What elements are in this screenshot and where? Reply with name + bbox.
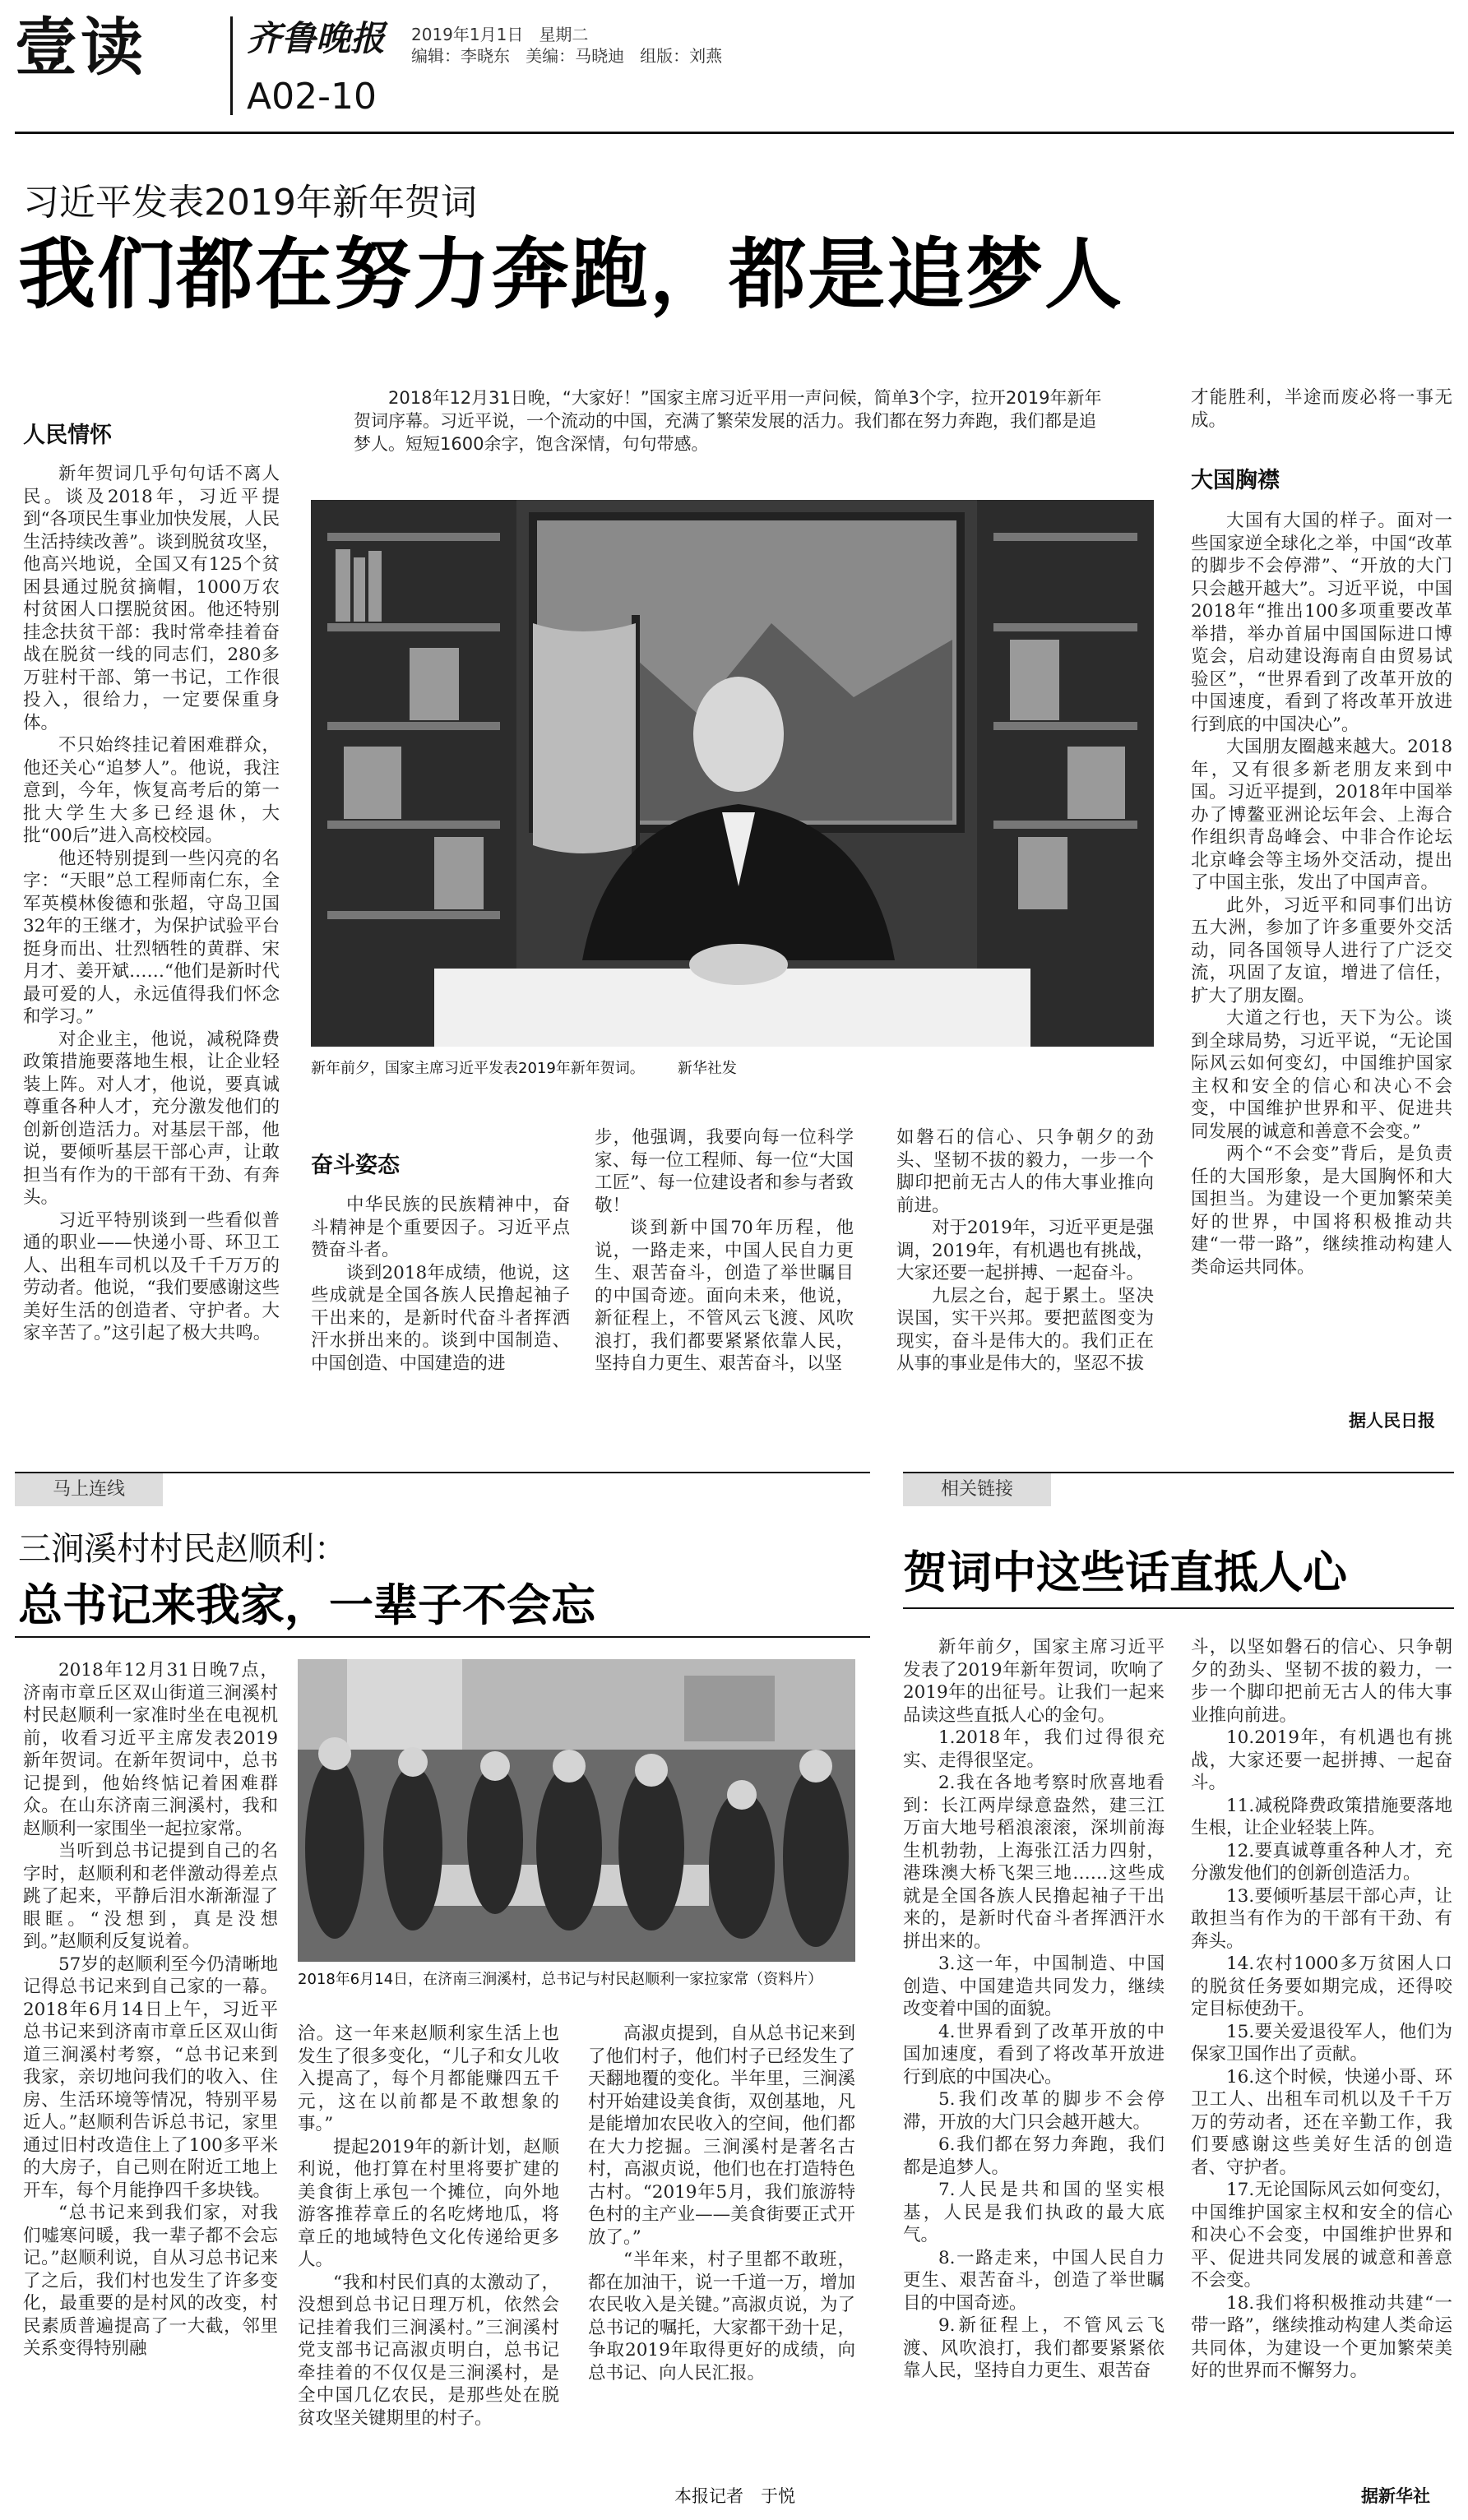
story3-head-rule <box>903 1607 1454 1609</box>
issue-info <box>411 21 588 45</box>
paragraph: 当听到总书记提到自己的名字时，赵顺利和老伴激动得差点跳了起来，平静后泪水渐渐湿了眼眶。“没想到，真是没想到。”赵顺利反复说着。 <box>23 1841 278 1952</box>
proof: 组版：刘燕 <box>640 46 723 66</box>
paragraph: “半年来，村子里都不敢班，都在加油干，说一千道一万，增加农民收入是关键。”高淑贞说，为了总书记的嘱托，大家都干劲十足，争取2019年取得更好的成绩，向总书记、向人民汇报。 <box>588 2250 855 2384</box>
paragraph: 对于2019年，习近平更是强调，2019年，有机遇也有挑战，大家还要一起拼搏、一起奋斗。 <box>896 1218 1154 1283</box>
story2-kicker: 三涧溪村村民赵顺利： <box>18 1530 347 1568</box>
paragraph: 新年贺词几乎句句话不离人民。谈及2018年，习近平提到“各项民生事业加快发展，人民生活持续改善”。谈到脱贫攻坚，他高兴地说，全国又有125个贫困县通过脱贫摘帽，1000万农村贫困人口摆脱贫困。他还特别挂念扶贫干部：我时常牵挂着奋战在脱贫一线的同志们，280多万驻村干部、第一书记，工作很投入，很给力，一定要保重身体。 <box>23 464 280 733</box>
paragraph: 如磐石的信心、只争朝夕的劲头、坚韧不拔的毅力，一步一个脚印把前无古人的伟大事业推向前进。 <box>896 1127 1154 1216</box>
artist: 美编：马晓迪 <box>526 46 625 66</box>
paragraph: 对企业主，他说，减税降费政策措施要落地生根，让企业轻装上阵。对人才，他说，要真诚尊重各种人才，充分激发他们的创新创造活力。对基层干部，他说，要倾听基层干部心声，让敢担当有作为的干部有干劲、有奔头。 <box>23 1029 280 1208</box>
paragraph: 4.世界看到了改革开放的中国加速度，看到了将改革开放进行到底的中国决心。 <box>903 2021 1165 2088</box>
right-column <box>1191 510 1452 1278</box>
lead-source: 据人民日报 <box>1349 1411 1435 1431</box>
story2-col-3 <box>588 2023 855 2384</box>
paragraph: 10.2019年，有机遇也有挑战，大家还要一起拼搏、一起奋斗。 <box>1191 1727 1452 1793</box>
paragraph: 才能胜利，半途而废必将一事无成。 <box>1191 387 1452 431</box>
masthead-divider <box>230 16 233 115</box>
paragraph: 16.这个时候，快递小哥、环卫工人、出租车司机以及千千万万的劳动者，还在辛勤工作，我们要感谢这些美好生活的创造者、守护者。 <box>1191 2066 1452 2178</box>
paragraph: 大国朋友圈越来越大。2018年，又有很多新老朋友来到中国。习近平提到，2018年中国举办了博鳌亚洲论坛年会、上海合作组织青岛峰会、中非合作论坛北京峰会等主场外交活动，提出了中国主张，发出了中国声音。 <box>1191 737 1452 893</box>
paragraph: 中华民族的民族精神中，奋斗精神是个重要因子。习近平点赞奋斗者。 <box>311 1195 570 1260</box>
paragraph: “我和村民们真的太激动了，没想到总书记日理万机，依然会记挂着我们三涧溪村。”三涧溪村党支部书记高淑贞明白，总书记牵挂着的不仅仅是三涧溪村，是全中国几亿农民，是那些处在脱贫攻坚关键期里的村子。 <box>298 2272 559 2429</box>
story3-col-2 <box>1191 1636 1452 2383</box>
paragraph: 11.减税降费政策措施要落地生根，让企业轻装上阵。 <box>1191 1795 1452 1838</box>
issue-weekday: 星期二 <box>539 25 589 44</box>
story2-head-rule <box>15 1636 870 1638</box>
story2-photo <box>298 1659 855 1962</box>
paragraph: 两个“不会变”背后，是负责任的大国形象，是大国胸怀和大国担当。为建设一个更加繁荣美好的世界，中国将积极推动共建“一带一路”，继续推动构建人类命运共同体。 <box>1191 1144 1452 1278</box>
issue-date: 2019年1月1日 <box>411 25 524 44</box>
paragraph: 步，他强调，我要向每一位科学家、每一位工程师、每一位“大国工匠”、每一位建设者和参与者致敬！ <box>595 1127 854 1216</box>
staff-info <box>411 43 722 67</box>
paragraph: 7.人民是共和国的坚实根基，人民是我们执政的最大底气。 <box>903 2180 1165 2245</box>
story3-headline: 贺词中这些话直抵人心 <box>903 1547 1347 1598</box>
paragraph: 13.要倾听基层干部心声，让敢担当有作为的干部有干劲、有奔头。 <box>1191 1885 1452 1952</box>
paragraph: 此外，习近平和同事们出访五大洲，参加了许多重要外交活动，同各国领导人进行了广泛交流，巩固了友谊，增进了信任，扩大了朋友圈。 <box>1191 895 1452 1006</box>
caption-credit: 新华社发 <box>677 1060 737 1077</box>
section-head-daguo: 大国胸襟 <box>1191 468 1280 493</box>
paragraph: 谈到2018年成绩，他说，这些成就是全国各族人民撸起袖子干出来的，是新时代奋斗者挥洒汗水拼出来的。谈到中国制造、中国创造、中国建造的进 <box>311 1262 570 1374</box>
lead-photo <box>311 500 1154 1047</box>
paragraph: 习近平特别谈到一些看似普通的职业——快递小哥、环卫工人、出租车司机以及千千万万的劳动者。他说，“我们要感谢这些美好生活的创造者、守护者。大家辛苦了。”这引起了极大共鸣。 <box>23 1209 280 1343</box>
mid-column-2 <box>595 1126 854 1376</box>
story2-col-2 <box>298 2023 559 2430</box>
paragraph: 大国有大国的样子。面对一些国家逆全球化之举，中国“改革的脚步不会停滞”、“开放的大门只会越开越大”。习近平说，中国2018年“推出100多项重要改革举措，举办首届中国国际进口博览会，启动建设海南自由贸易试验区”，“世界看到了改革开放的中国速度，看到了将改革开放进行到底的中国决心”。 <box>1191 511 1452 735</box>
lead-photo-caption <box>311 1059 1154 1079</box>
paragraph: 2.我在各地考察时欣喜地看到：长江两岸绿意盎然，建三江万亩大地号稻浪滚滚，深圳前海生机勃勃，上海张江活力四射，港珠澳大桥飞架三地……这些成就是全国各族人民撸起袖子干出来的，是新时代奋斗者挥洒汗水拼出来的。 <box>903 1773 1165 1952</box>
paragraph: 17.无论国际风云如何变幻，中国维护国家主权和安全的信心和决心不会变，中国维护世界和平、促进共同发展的诚意和善意不会变。 <box>1191 2180 1452 2291</box>
paragraph: 斗，以坚如磐石的信心、只争朝夕的劲头、坚韧不拔的毅力，一步一个脚印把前无古人的伟大事业推向前进。 <box>1191 1637 1452 1726</box>
paragraph: “总书记来到我们家，对我们嘘寒问暖，我一辈子都不会忘记。”赵顺利说，自从习总书记来了之后，我们村也发生了许多变化，最重要的是村风的改变，村民素质普遍提高了一大截，邻里关系变得特别融 <box>23 2203 278 2359</box>
left-column <box>23 463 280 1345</box>
lead-photo-image <box>311 500 1154 1047</box>
mid-column-1 <box>311 1194 570 1375</box>
story3-tab-label: 相关链接 <box>940 1479 1013 1500</box>
paragraph: 洽。这一年来赵顺利家生活上也发生了很多变化，“儿子和女儿收入提高了，每个月都能赚四五千元，这在以前都是不敢想象的事。” <box>298 2023 559 2134</box>
story2-tab <box>15 1473 163 1506</box>
section-head-fendou: 奋斗姿态 <box>311 1153 400 1178</box>
lead-headline: 我们都在努力奔跑，都是追梦人 <box>18 230 1124 320</box>
story2-photo-caption: 2018年6月14日，在济南三涧溪村，总书记与村民赵顺利一家拉家常（资料片） <box>298 1971 823 1988</box>
page-number: A02-10 <box>247 76 377 118</box>
story2-tab-label: 马上连线 <box>52 1479 125 1500</box>
paragraph: 谈到新中国70年历程，他说，一路走来，中国人民自力更生、艰苦奋斗，创造了举世瞩目的中国奇迹。面向未来，他说，新征程上，不管风云飞渡、风吹浪打，我们都要紧紧依靠人民，坚持自力更生、艰苦奋斗，以坚 <box>595 1218 854 1374</box>
top-rule <box>15 132 1454 134</box>
section-title: 壹读 <box>15 11 146 84</box>
story2-col-1 <box>23 1659 278 2360</box>
editor: 编辑：李晓东 <box>411 46 510 66</box>
story3-col-1 <box>903 1636 1165 2383</box>
paragraph: 14.农村1000多万贫困人口的脱贫任务要如期完成，还得咬定目标使劲干。 <box>1191 1954 1452 2019</box>
mid-column-3 <box>896 1126 1154 1376</box>
paragraph: 12.要真诚尊重各种人才，充分激发他们的创新创造活力。 <box>1191 1840 1452 1884</box>
paragraph: 9.新征程上，不管风云飞渡、风吹浪打，我们都要紧紧依靠人民，坚持自力更生、艰苦奋 <box>903 2315 1165 2381</box>
caption-text: 新年前夕，国家主席习近平发表2019年新年贺词。 <box>311 1060 645 1077</box>
paragraph: 九层之台，起于累土。坚决误国，实干兴邦。要把蓝图变为现实，奋斗是伟大的。我们正在从事的事业是伟大的，坚忍不拔 <box>896 1285 1154 1374</box>
section-head-renmin: 人民情怀 <box>23 423 112 448</box>
paragraph: 不只始终挂记着困难群众，他还关心“追梦人”。他说，我注意到，今年，恢复高考后的第一批大学生大多已经退休，大批“00后”进入高校校园。 <box>23 735 280 846</box>
paragraph: 他还特别提到一些闪亮的名字：“天眼”总工程师南仁东，全军英模林俊德和张超，守岛卫国32年的王继才，为保护试验平台挺身而出、壮烈牺牲的黄群、宋月才、姜开斌……“他们是新时代最可爱的人，永远值得我们怀念和学习。” <box>23 848 280 1027</box>
story3-tab <box>903 1473 1051 1506</box>
paragraph: 3.这一年，中国制造、中国创造、中国建造共同发力，继续改变着中国的面貌。 <box>903 1954 1165 2019</box>
paragraph: 15.要关爱退役军人，他们为保家卫国作出了贡献。 <box>1191 2021 1452 2065</box>
paragraph: 1.2018年，我们过得很充实、走得很坚定。 <box>903 1727 1165 1771</box>
paragraph: 5.我们改革的脚步不会停滞，开放的大门只会越开越大。 <box>903 2089 1165 2133</box>
paragraph: 大道之行也，天下为公。谈到全球局势，习近平说，“无论国际风云如何变幻，中国维护国家主权和安全的信心和决心不会变，中国维护世界和平、促进共同发展的诚意和善意不会变。” <box>1191 1008 1452 1142</box>
paragraph: 57岁的赵顺利至今仍清晰地记得总书记来到自己家的一幕。2018年6月14日上午，习近平总书记来到济南市章丘区双山街道三涧溪村考察，“总书记来到我家，亲切地问我们的收入、住房、生活环境等情况，特别平易近人。”赵顺利告诉总书记，家里通过旧村改造住上了100多平米的大房子，自己则在附近工地上开车，每个月能挣四千多块钱。 <box>23 1954 278 2201</box>
story2-reporter: 本报记者 于悦 <box>674 2486 795 2506</box>
lead-intro: 2018年12月31日晚，“大家好！”国家主席习近平用一声问候，简单3个字，拉开2019年新年贺词序幕。习近平说，一个流动的中国，充满了繁荣发展的活力。我们都在努力奔跑，我们都是追梦人。短短1600余字，饱含深情，句句带感。 <box>354 388 1102 454</box>
lead-kicker: 习近平发表2019年新年贺词 <box>23 182 477 224</box>
paragraph: 高淑贞提到，自从总书记来到了他们村子，他们村子已经发生了天翻地覆的变化。半年里，三涧溪村开始建设美食街，双创基地，凡是能增加农民收入的空间，他们都在大力挖掘。三涧溪村是著名古村，高淑贞说，他们也在打造特色古村。“2019年5月，我们旅游特色村的主产业——美食街要正式开放了。” <box>588 2023 855 2248</box>
right-column-top <box>1191 386 1452 432</box>
paragraph: 8.一路走来，中国人民自力更生、艰苦奋斗，创造了举世瞩目的中国奇迹。 <box>903 2247 1165 2314</box>
paragraph: 新年前夕，国家主席习近平发表了2019年新年贺词，吹响了2019年的出征号。让我们一起来品读这些直抵人心的金句。 <box>903 1637 1165 1726</box>
paragraph: 2018年12月31日晚7点，济南市章丘区双山街道三涧溪村村民赵顺利一家准时坐在电视机前，收看习近平主席发表2019新年贺词。在新年贺词中，总书记提到，他始终惦记着困难群众。在山东济南三涧溪村，我和赵顺利一家围坐一起拉家常。 <box>23 1660 278 1839</box>
paragraph: 提起2019年的新计划，赵顺利说，他打算在村里将要扩建的美食街上承包一个摊位，向外地游客推荐章丘的名吃烤地瓜，将章丘的地域特色文化传递给更多人。 <box>298 2136 559 2270</box>
story2-headline: 总书记来我家，一辈子不会忘 <box>18 1579 595 1631</box>
story3-source: 据新华社 <box>1361 2486 1430 2506</box>
paragraph: 6.我们都在努力奔跑，我们都是追梦人。 <box>903 2134 1165 2178</box>
paper-logo: 齐鲁晚报 <box>247 18 386 58</box>
paragraph: 18.我们将积极推动共建“一带一路”，继续推动构建人类命运共同体，为建设一个更加繁荣美好的世界而不懈努力。 <box>1191 2292 1452 2381</box>
story2-photo-image <box>298 1659 855 1962</box>
